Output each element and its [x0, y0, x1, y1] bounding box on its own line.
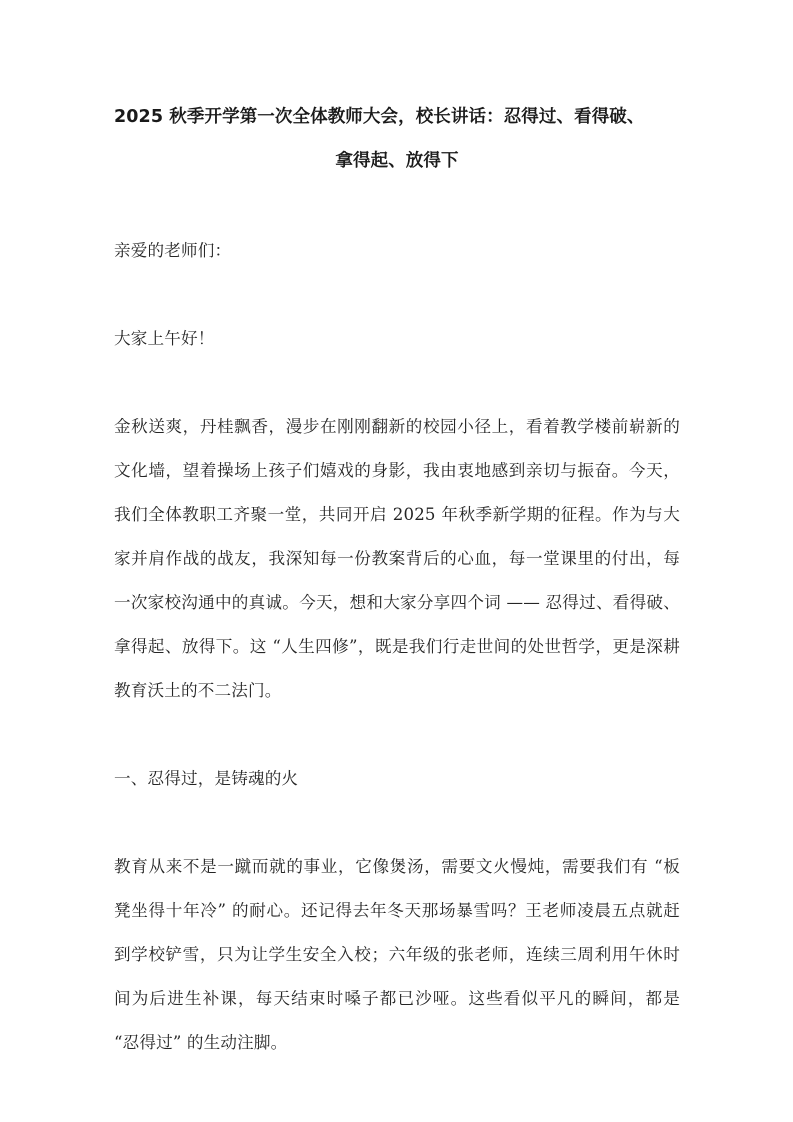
page-title-line-2: 拿得起、放得下	[335, 151, 459, 171]
spacer-after-greeting	[114, 361, 680, 405]
salutation: 亲爱的老师们：	[114, 241, 232, 260]
spacer-after-title	[114, 183, 680, 229]
spacer-before-section-one	[114, 713, 680, 757]
section-heading-one: 一、忍得过，是铸魂的火	[114, 769, 299, 788]
page-title-line-1: 2025 秋季开学第一次全体教师大会，校长讲话：忍得过、看得破、	[114, 107, 645, 127]
greeting: 大家上午好！	[114, 329, 215, 348]
page-title	[114, 0, 680, 183]
opening-paragraph: 金秋送爽，丹桂飘香，漫步在刚刚翻新的校园小径上，看着教学楼前崭新的文化墙，望着操场上孩子们嬉戏的身影，我由衷地感到亲切与振奋。今天，我们全体教职工齐聚一堂，共同开启 2025 年秋季新学期的征程。作为与大家并肩作战的战友，我深知每一份教案背后的心血，每一堂课里的付出，每一次家校沟通中的真诚。今天，想和大家分享四个词 —— 忍得过、看得破、拿得起、放得下。这 “人生四修”，既是我们行走世间的处世哲学，更是深耕教育沃土的不二法门。	[114, 417, 680, 700]
document-body	[114, 0, 680, 1065]
section-one-body: 教育从来不是一蹴而就的事业，它像煲汤，需要文火慢炖，需要我们有 “板凳坐得十年冷” 的耐心。还记得去年冬天那场暴雪吗？王老师凌晨五点就赶到学校铲雪，只为让学生安全入校；六年级的张老师，连续三周利用午休时间为后进生补课，每天结束时嗓子都已沙哑。这些看似平凡的瞬间，都是 “忍得过” 的生动注脚。	[114, 857, 680, 1052]
spacer-after-salutation	[114, 273, 680, 317]
spacer-after-section-heading-one	[114, 801, 680, 845]
